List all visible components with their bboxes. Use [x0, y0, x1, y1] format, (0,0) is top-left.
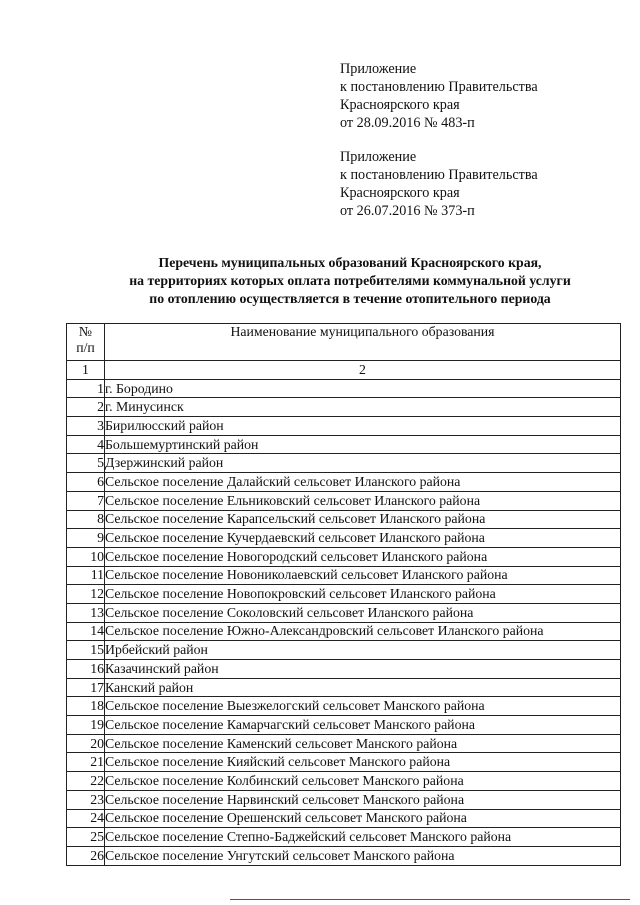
row-number: 15: [67, 641, 105, 660]
municipality-name: Сельское поселение Выезжелогский сельсовет Манского района: [105, 697, 621, 716]
table-row: [67, 379, 621, 398]
row-number: 7: [67, 491, 105, 510]
title-line: Перечень муниципальных образований Красноярского края,: [158, 255, 542, 270]
appendix-line: Приложение: [340, 61, 417, 77]
row-number: 12: [67, 585, 105, 604]
table-row: [67, 491, 621, 510]
municipality-name: Сельское поселение Кучердаевский сельсовет Иланского района: [105, 529, 621, 548]
row-number: 25: [67, 828, 105, 847]
table-row: [67, 529, 621, 548]
municipality-name: Сельское поселение Новогородский сельсовет Иланского района: [105, 547, 621, 566]
appendix-block-1: [340, 60, 538, 132]
row-number: 24: [67, 809, 105, 828]
appendix-line: от 28.09.2016 № 483-п: [340, 115, 475, 131]
page-edge-line: [230, 899, 630, 900]
municipality-name: Ирбейский район: [105, 641, 621, 660]
municipality-name: Сельское поселение Новониколаевский сельсовет Иланского района: [105, 566, 621, 585]
appendix-line: Красноярского края: [340, 185, 460, 201]
column-index-row: [67, 361, 621, 380]
table-row: [67, 417, 621, 436]
title-line: по отоплению осуществляется в течение отопительного периода: [149, 291, 551, 306]
table-row: [67, 566, 621, 585]
row-number: 4: [67, 435, 105, 454]
municipalities-table: [66, 323, 621, 866]
municipality-name: Сельское поселение Карапсельский сельсовет Иланского района: [105, 510, 621, 529]
title-line: на территориях которых оплата потребителями коммунальной услуги: [129, 273, 571, 288]
table-row: [67, 398, 621, 417]
table-body: [67, 379, 621, 865]
row-number: 1: [67, 379, 105, 398]
table-row: [67, 622, 621, 641]
municipality-name: Сельское поселение Южно-Александровский сельсовет Иланского района: [105, 622, 621, 641]
table-row: [67, 641, 621, 660]
column-index-1: 1: [67, 361, 105, 380]
table-row: [67, 510, 621, 529]
row-number: 2: [67, 398, 105, 417]
municipality-name: Сельское поселение Нарвинский сельсовет Манского района: [105, 790, 621, 809]
row-number: 19: [67, 716, 105, 735]
row-number: 13: [67, 603, 105, 622]
row-number: 16: [67, 660, 105, 679]
table-row: [67, 790, 621, 809]
row-number: 17: [67, 678, 105, 697]
row-number: 6: [67, 473, 105, 492]
header-number-symbol: №: [78, 324, 93, 339]
header-name-cell: Наименование муниципального образования: [105, 324, 621, 361]
municipality-name: Сельское поселение Степно-Баджейский сельсовет Манского района: [105, 828, 621, 847]
municipality-name: Сельское поселение Соколовский сельсовет Иланского района: [105, 603, 621, 622]
table-row: [67, 697, 621, 716]
municipality-name: г. Бородино: [105, 379, 621, 398]
row-number: 11: [67, 566, 105, 585]
row-number: 9: [67, 529, 105, 548]
table-row: [67, 585, 621, 604]
municipality-name: Сельское поселение Новопокровский сельсовет Иланского района: [105, 585, 621, 604]
appendix-header: [340, 60, 538, 236]
municipality-name: Казачинский район: [105, 660, 621, 679]
header-number-abbr: п/п: [76, 340, 95, 355]
table-row: [67, 809, 621, 828]
table-row: [67, 772, 621, 791]
row-number: 3: [67, 417, 105, 436]
row-number: 5: [67, 454, 105, 473]
municipality-name: Сельское поселение Унгутский сельсовет Манского района: [105, 846, 621, 865]
row-number: 22: [67, 772, 105, 791]
appendix-line: Приложение: [340, 149, 417, 165]
table-header-row: [67, 324, 621, 361]
table-row: [67, 660, 621, 679]
row-number: 21: [67, 753, 105, 772]
appendix-line: к постановлению Правительства: [340, 167, 538, 183]
row-number: 14: [67, 622, 105, 641]
table-row: [67, 435, 621, 454]
table-row: [67, 603, 621, 622]
table-row: [67, 734, 621, 753]
row-number: 10: [67, 547, 105, 566]
document-title: [60, 254, 640, 308]
table-row: [67, 828, 621, 847]
table-row: [67, 753, 621, 772]
row-number: 18: [67, 697, 105, 716]
appendix-line: от 26.07.2016 № 373-п: [340, 203, 475, 219]
table-row: [67, 547, 621, 566]
appendix-line: к постановлению Правительства: [340, 79, 538, 95]
column-index-2: 2: [105, 361, 621, 380]
municipality-name: Сельское поселение Каменский сельсовет Манского района: [105, 734, 621, 753]
appendix-block-2: [340, 148, 538, 220]
table-row: [67, 473, 621, 492]
table-row: [67, 716, 621, 735]
table-row: [67, 678, 621, 697]
row-number: 23: [67, 790, 105, 809]
table-row: [67, 846, 621, 865]
row-number: 20: [67, 734, 105, 753]
municipality-name: Большемуртинский район: [105, 435, 621, 454]
municipality-name: Сельское поселение Колбинский сельсовет Манского района: [105, 772, 621, 791]
row-number: 8: [67, 510, 105, 529]
municipality-name: Сельское поселение Камарчагский сельсовет Манского района: [105, 716, 621, 735]
municipality-name: Сельское поселение Ельниковский сельсовет Иланского района: [105, 491, 621, 510]
appendix-line: Красноярского края: [340, 97, 460, 113]
row-number: 26: [67, 846, 105, 865]
municipality-name: Канский район: [105, 678, 621, 697]
municipality-name: г. Минусинск: [105, 398, 621, 417]
table-row: [67, 454, 621, 473]
municipality-name: Сельское поселение Далайский сельсовет Иланского района: [105, 473, 621, 492]
municipality-name: Сельское поселение Кияйский сельсовет Манского района: [105, 753, 621, 772]
municipality-name: Сельское поселение Орешенский сельсовет Манского района: [105, 809, 621, 828]
municipality-name: Дзержинский район: [105, 454, 621, 473]
header-number-cell: [67, 324, 105, 361]
municipality-name: Бирилюсский район: [105, 417, 621, 436]
